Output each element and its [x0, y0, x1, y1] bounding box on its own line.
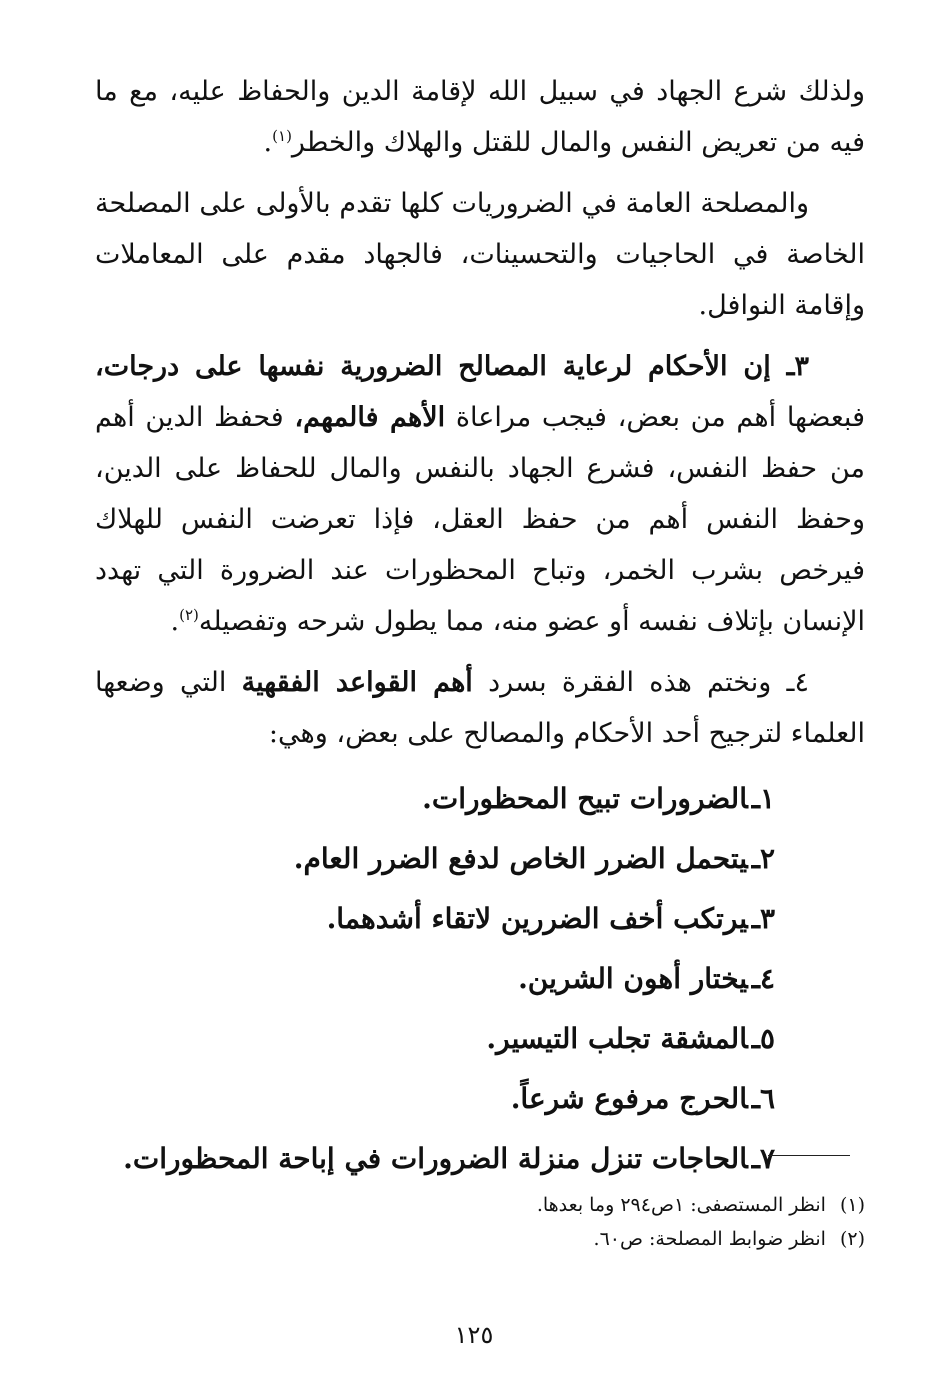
rule-item	[95, 769, 865, 829]
rule-item	[95, 829, 865, 889]
rule-text: يرتكب أخف الضررين لاتقاء أشدهما.	[326, 902, 748, 935]
rule-number: ٥ـ	[751, 1022, 775, 1055]
rule-item	[95, 1069, 865, 1129]
footnote-separator	[768, 1155, 850, 1156]
rule-item	[95, 1009, 865, 1069]
sentence-end: .	[263, 127, 273, 158]
rule-item	[95, 949, 865, 1009]
rule-number: ٢ـ	[751, 842, 775, 875]
paragraph-text: فحفظ الدين أهم من حفظ النفس، فشرع الجهاد بالنفس والمال للحفاظ على الدين، وحفظ النفس أهم من حفظ العقل، فإذا تعرضت النفس للهلاك فيرخص بشرب الخمر، وتباح المحظورات عند الضرورة التي تهدد الإنسان بإتلاف نفسه أو عضو منه، مما يطول شرحه وتفصيله	[95, 402, 865, 637]
page-body	[95, 66, 865, 1189]
footnotes	[300, 1188, 865, 1256]
rule-number: ٣ـ	[751, 902, 775, 935]
paragraph-point-4	[95, 657, 865, 759]
rule-number: ٧ـ	[751, 1142, 775, 1175]
paragraph-text: ٤ـ ونختم هذه الفقرة بسرد	[472, 667, 809, 698]
rule-text: يختار أهون الشرين.	[518, 962, 748, 995]
footnote-2	[300, 1222, 865, 1256]
sentence-end: .	[170, 606, 180, 637]
footnote-1	[300, 1188, 865, 1222]
rule-text: الحرج مرفوع شرعاً.	[510, 1082, 748, 1115]
page-number: ١٢٥	[454, 1321, 494, 1349]
paragraph-text: والمصلحة العامة في الضروريات كلها تقدم بالأولى على المصلحة الخاصة في الحاجيات والتحسينات، فالجهاد مقدم على المعاملات وإقامة النوافل.	[95, 188, 865, 321]
paragraph-text: فبعضها أهم من بعض، فيجب مراعاة	[445, 402, 865, 433]
rule-number: ٤ـ	[751, 962, 775, 995]
paragraph-jihad	[95, 66, 865, 168]
rule-text: يتحمل الضرر الخاص لدفع الضرر العام.	[293, 842, 748, 875]
footnote-ref-1[interactable]: (١)	[272, 127, 292, 145]
footnote-text: انظر المستصفى: ١ص٢٩٤ وما بعدها.	[536, 1194, 826, 1216]
rule-text: المشقة تجلب التيسير.	[486, 1022, 748, 1055]
rule-text: الضرورات تبيح المحظورات.	[422, 782, 748, 815]
paragraph-public-interest	[95, 178, 865, 331]
paragraph-text: التي وضعها العلماء لترجيح أحد الأحكام والمصالح على بعض، وهي:	[95, 667, 865, 749]
rule-item	[95, 889, 865, 949]
paragraph-text: ولذلك شرع الجهاد في سبيل الله لإقامة الدين والحفاظ عليه، مع ما فيه من تعريض النفس والمال للقتل والهلاك والخطر	[95, 76, 865, 158]
rule-number: ٦ـ	[751, 1082, 775, 1115]
footnote-mark: (١)	[839, 1194, 865, 1216]
rules-list	[95, 769, 865, 1189]
rule-number: ١ـ	[751, 782, 775, 815]
footnote-text: انظر ضوابط المصلحة: ص٦٠.	[593, 1228, 826, 1250]
footnote-ref-2[interactable]: (٢)	[179, 606, 199, 624]
rule-item	[95, 1129, 865, 1189]
paragraph-point-3	[95, 341, 865, 647]
footnote-mark: (٢)	[839, 1228, 865, 1250]
emphasis-text: الأهم فالمهم،	[294, 402, 446, 433]
emphasis-text: أهم القواعد الفقهية	[241, 667, 473, 698]
rule-text: الحاجات تنزل منزلة الضرورات في إباحة المحظورات.	[123, 1142, 748, 1175]
point-3-heading: ٣ـ إن الأحكام لرعاية المصالح الضرورية نفسها على درجات،	[95, 351, 809, 382]
